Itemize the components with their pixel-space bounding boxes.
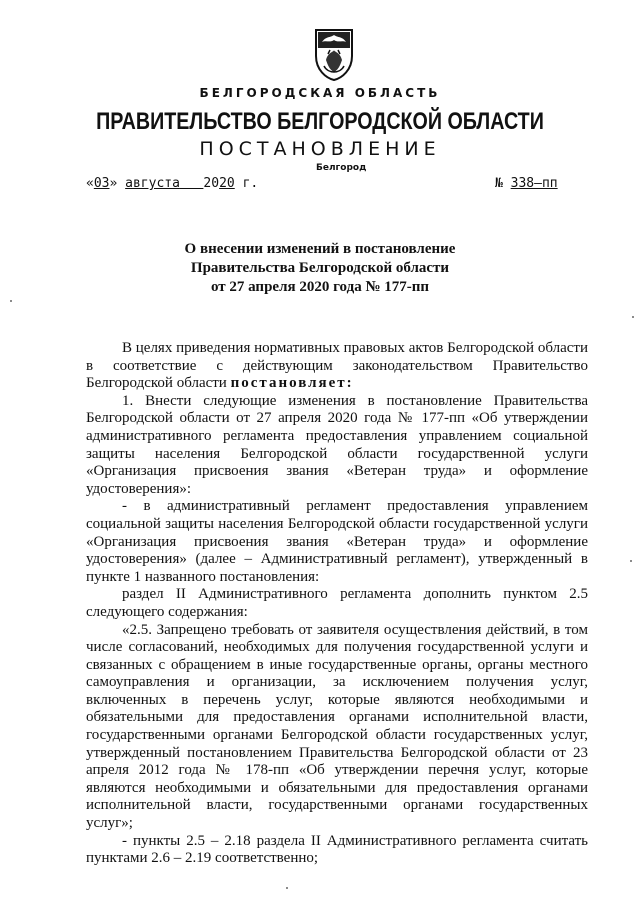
title-line-2: Правительства Белгородской области bbox=[190, 260, 450, 276]
decree-body bbox=[86, 340, 588, 868]
scan-speck bbox=[286, 887, 288, 889]
decree-title bbox=[0, 240, 640, 297]
number-prefix: № bbox=[495, 176, 503, 191]
decree-number bbox=[495, 176, 558, 191]
date-month: августа bbox=[125, 176, 180, 191]
paragraph-2: - в административный регламент предоставления управлением социальной защиты населения Белгородской области государственной услуги «Организация присвоения звания «Ветеран труда» и оформление удостоверения» (далее – Административный регламент), утвержденный в пункте 1 названного постановления: bbox=[86, 498, 588, 585]
document-type: ПОСТАНОВЛЕНИЕ bbox=[199, 138, 441, 160]
date-open-quote: « bbox=[86, 176, 94, 191]
city-name: Белгород bbox=[316, 163, 367, 173]
title-line-1: О внесении изменений в постановление bbox=[184, 241, 456, 257]
paragraph-4: «2.5. Запрещено требовать от заявителя осуществления действий, в том числе согласований, необходимых для получения государственной услуги и связанных с обращением в иные государственные органы, органы местного самоуправления и организации, за исключением получения услуг, включенных в перечень услуг, которые являются необходимыми и обязательными для предоставления органами исполнительной власти, государственными органами Белгородской области государственных услуг, утвержденный постановлением Правительства Белгородской области от 23 апреля 2012 года № 178-пп «Об утверждении перечня услуг, которые являются необходимыми и обязательными для предоставления органами исполнительной власти, государственными органами государственных услуг»; bbox=[86, 621, 588, 832]
paragraph-preamble bbox=[86, 340, 588, 393]
decree-date bbox=[86, 176, 258, 191]
resolves-word: постановляет: bbox=[230, 375, 354, 392]
scan-speck bbox=[632, 316, 634, 318]
paragraph-5: - пункты 2.5 – 2.18 раздела II Административного регламента считать пунктами 2.6 – 2.19 соответственно; bbox=[86, 832, 588, 867]
scan-speck bbox=[10, 300, 12, 302]
number-value: 338–пп bbox=[510, 176, 558, 191]
government-name: ПРАВИТЕЛЬСТВО БЕЛГОРОДСКОЙ ОБЛАСТИ bbox=[96, 108, 544, 135]
title-line-3: от 27 апреля 2020 года № 177-пп bbox=[210, 279, 430, 295]
date-year-mark: г. bbox=[242, 176, 259, 191]
date-close-quote: » bbox=[109, 176, 118, 191]
date-year-prefix: 20 bbox=[203, 176, 220, 191]
paragraph-3: раздел II Административного регламента дополнить пунктом 2.5 следующего содержания: bbox=[86, 586, 588, 620]
coat-of-arms-emblem bbox=[312, 26, 356, 82]
preamble-text: В целях приведения нормативных правовых актов Белгородской области в соответствие с действующим законодательством Правительство Белгородской области bbox=[86, 340, 588, 392]
region-name: БЕЛГОРОДСКАЯ ОБЛАСТЬ bbox=[199, 86, 441, 100]
paragraph-1: 1. Внести следующие изменения в постановление Правительства Белгородской области от 27 апреля 2020 года № 177-пп «Об утверждении административного регламента предоставления управлением социальной защиты населения Белгородской области государственной услуги «Организация присвоения звания «Ветеран труда» и оформление удостоверения»: bbox=[86, 392, 588, 497]
scan-speck bbox=[630, 560, 632, 562]
date-day: 03 bbox=[93, 176, 110, 191]
date-year-suffix: 20 bbox=[219, 176, 235, 191]
